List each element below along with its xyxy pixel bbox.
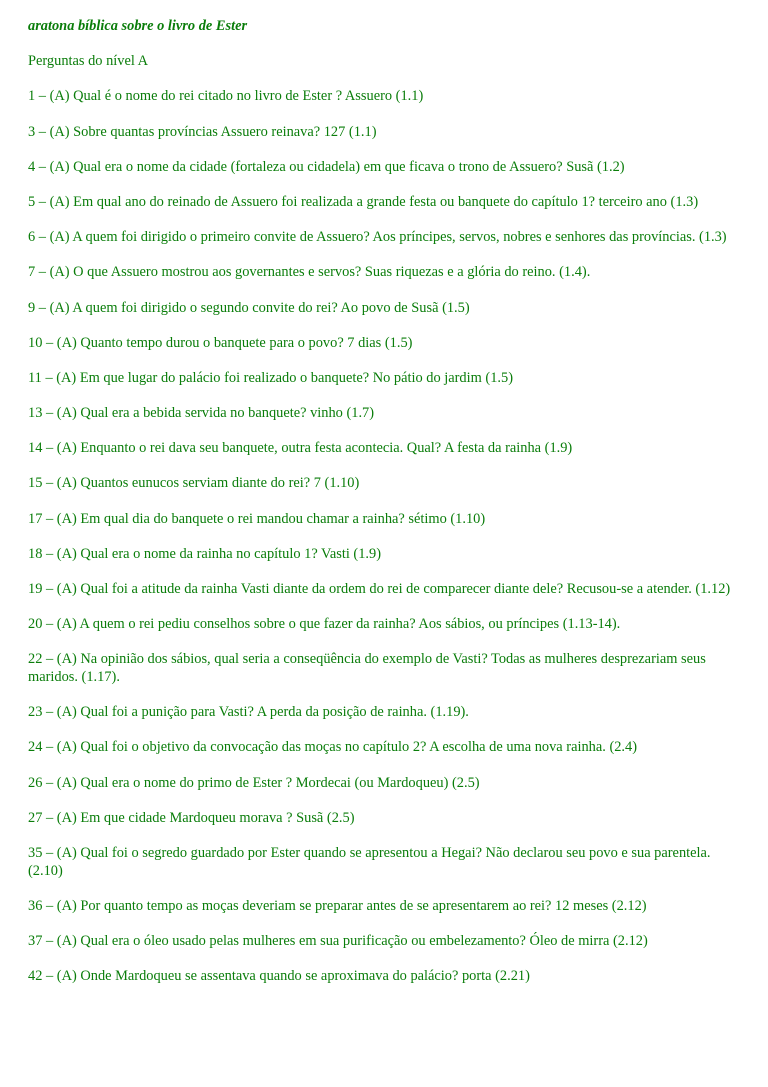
question-item: 24 – (A) Qual foi o objetivo da convocação das moças no capítulo 2? A escolha de uma nova rainha. (2.4)	[28, 739, 638, 756]
question-item: 23 – (A) Qual foi a punição para Vasti? A perda da posição de rainha. (1.19).	[28, 704, 469, 721]
question-item: 36 – (A) Por quanto tempo as moças deveriam se preparar antes de se apresentarem ao rei? 12 meses (2.12)	[28, 897, 647, 914]
question-item: 19 – (A) Qual foi a atitude da rainha Vasti diante da ordem do rei de comparecer diante dele? Recusou-se a atender. (1.12)	[28, 581, 731, 597]
question-item: 11 – (A) Em que lugar do palácio foi realizado o banquete? No pátio do jardim (1.5)	[28, 369, 513, 386]
question-item: 27 – (A) Em que cidade Mardoqueu morava ? Susã (2.5)	[28, 809, 355, 826]
question-item: 15 – (A) Quantos eunucos serviam diante do rei? 7 (1.10)	[28, 475, 360, 492]
question-item: 9 – (A) A quem foi dirigido o segundo convite do rei? Ao povo de Susã (1.5)	[28, 299, 470, 316]
question-item: 4 – (A) Qual era o nome da cidade (fortaleza ou cidadela) em que ficava o trono de Assuero? Susã (1.2)	[28, 158, 625, 175]
question-item: 35 – (A) Qual foi o segredo guardado por Ester quando se apresentou a Hegai? Não declarou seu povo e sua parentela. (2.10)	[28, 844, 711, 879]
question-item: 20 – (A) A quem o rei pediu conselhos sobre o que fazer da rainha? Aos sábios, ou príncipes (1.13-14).	[28, 616, 621, 633]
question-item: 17 – (A) Em qual dia do banquete o rei mandou chamar a rainha? sétimo (1.10)	[28, 510, 486, 527]
question-item: 1 – (A) Qual é o nome do rei citado no livro de Ester ? Assuero (1.1)	[28, 88, 424, 105]
question-item: 10 – (A) Quanto tempo durou o banquete para o povo? 7 dias (1.5)	[28, 334, 413, 351]
question-item: 13 – (A) Qual era a bebida servida no banquete? vinho (1.7)	[28, 405, 375, 422]
document-title: aratona bíblica sobre o livro de Ester	[28, 18, 248, 34]
question-item: 5 – (A) Em qual ano do reinado de Assuero foi realizada a grande festa ou banquete do capítulo 1? terceiro ano (1.3)	[28, 193, 699, 210]
question-item: 22 – (A) Na opinião dos sábios, qual seria a conseqüência do exemplo de Vasti? Todas as mulheres desprezariam seus maridos. (1.17).	[28, 651, 706, 685]
question-item: 3 – (A) Sobre quantas províncias Assuero reinava? 127 (1.1)	[28, 123, 377, 140]
question-item: 14 – (A) Enquanto o rei dava seu banquete, outra festa acontecia. Qual? A festa da rainha (1.9)	[28, 440, 573, 457]
document-page	[28, 18, 740, 1003]
question-item: 7 – (A) O que Assuero mostrou aos governantes e servos? Suas riquezas e a glória do reino. (1.4).	[28, 264, 591, 281]
section-heading: Perguntas do nível A	[28, 53, 149, 70]
question-item: 26 – (A) Qual era o nome do primo de Ester ? Mordecai (ou Mardoqueu) (2.5)	[28, 774, 480, 791]
question-item: 42 – (A) Onde Mardoqueu se assentava quando se aproximava do palácio? porta (2.21)	[28, 968, 530, 985]
question-item: 37 – (A) Qual era o óleo usado pelas mulheres em sua purificação ou embelezamento? Óleo de mirra (2.12)	[28, 932, 648, 949]
question-item: 6 – (A) A quem foi dirigido o primeiro convite de Assuero? Aos príncipes, servos, nobres e senhores das províncias. (1.3)	[28, 229, 727, 246]
question-item: 18 – (A) Qual era o nome da rainha no capítulo 1? Vasti (1.9)	[28, 545, 381, 562]
